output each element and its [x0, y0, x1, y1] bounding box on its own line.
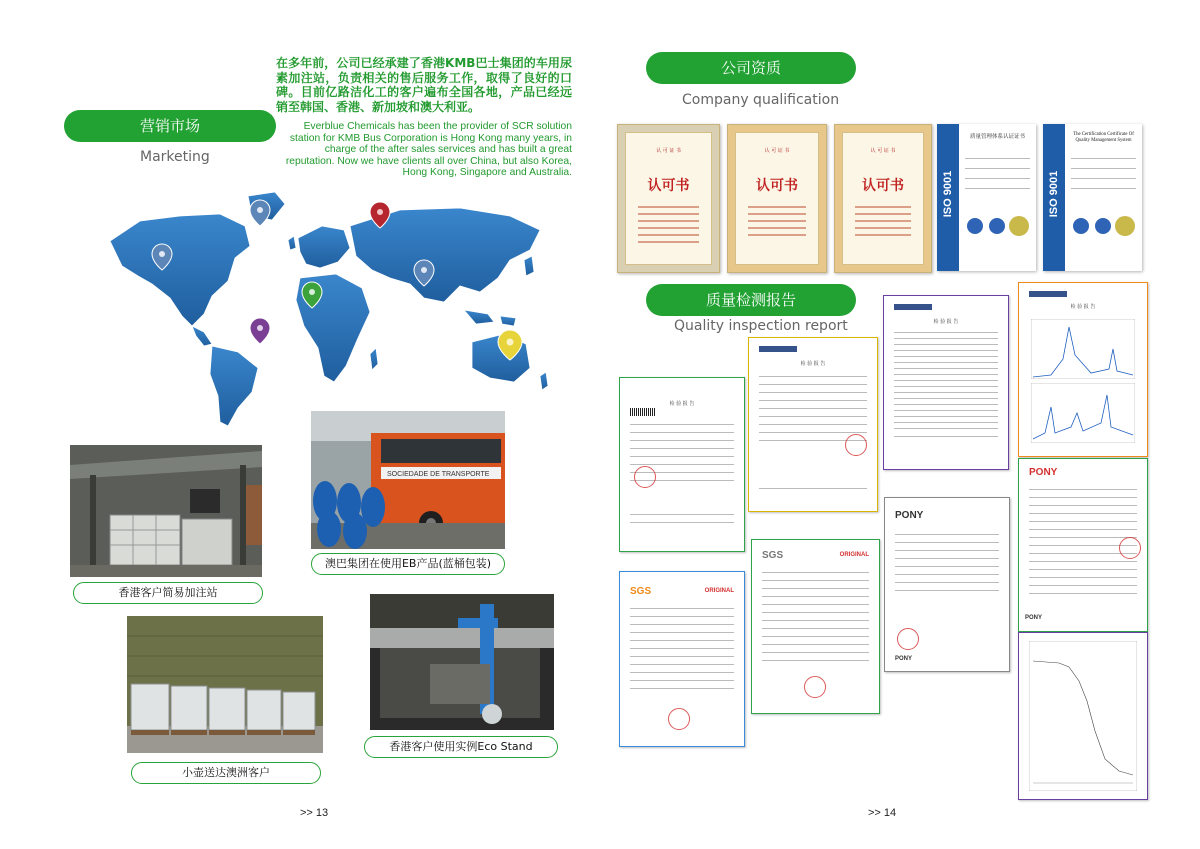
- pin-blue-greenland: [250, 200, 270, 226]
- report-2: [748, 337, 878, 512]
- intro-english: Everblue Chemicals has been the provider of SCR solution station for KMB Bus Corporation is Hong Kong many years, in charge of the after sales services and has built a great reputation. Now we have clients all over China, but also Korea, Hong Kong, Singapore and Australia.: [285, 121, 572, 179]
- qualification-subtitle: Company qualification: [682, 92, 840, 108]
- caption-eco-stand: 香港客户使用实例Eco Stand: [364, 736, 558, 758]
- page-arrow-icon: >>: [868, 807, 881, 819]
- marketing-subtitle: Marketing: [140, 149, 210, 165]
- page-number-left: >> 13: [300, 807, 329, 819]
- report-chromatogram: [1018, 632, 1148, 800]
- sgs-logo-1: SGS: [630, 586, 652, 597]
- certificate-2-title: 认可书: [756, 178, 798, 194]
- inspection-title: 质量检测报告: [646, 284, 856, 316]
- qualification-title: 公司资质: [646, 52, 856, 84]
- intro-chinese: 在多年前，公司已经承建了香港KMB巴士集团的车用尿素加注站，负责相关的售后服务工作，取得了良好的口碑。目前亿路洁化工的客户遍布全国各地，产品已经远销至韩国、香港、新加坡和澳大利亚。: [276, 56, 572, 114]
- certificate-1-title: 认可书: [647, 178, 690, 194]
- photo-bus-blue-barrels: [311, 411, 505, 549]
- iso-cert-title-cn: 质量管理体系认证证书: [969, 134, 1025, 140]
- report-2-heading: 检 验 报 告: [800, 361, 826, 367]
- photo-hk-fueling-station: [70, 445, 262, 577]
- photo-eco-stand: [370, 594, 554, 730]
- photo-containers-australia: [127, 616, 323, 753]
- iso-certificate-en: [1043, 124, 1142, 271]
- report-3: [883, 295, 1009, 470]
- sgs-original-2: ORIGINAL: [839, 552, 869, 558]
- iso-certificate-cn: [937, 124, 1036, 271]
- pin-purple-south-america: [250, 318, 270, 344]
- pony-logo-2: PONY: [1029, 467, 1058, 478]
- pony-footer-logo-1: PONY: [895, 656, 913, 662]
- report-1-heading: 检 验 报 告: [669, 401, 695, 407]
- world-map: [100, 186, 560, 436]
- report-sgs-2: [751, 539, 880, 714]
- certificate-3-title: 认可书: [862, 178, 904, 194]
- certificate-3: 认 可 证 书 认可书: [834, 124, 932, 273]
- caption-bus-blue-barrels: 澳巴集团在使用EB产品(蓝桶包装): [311, 553, 505, 575]
- report-1: [619, 377, 745, 552]
- sgs-logo-2: SGS: [762, 550, 784, 561]
- inspection-subtitle: Quality inspection report: [674, 318, 848, 334]
- bus-banner-text: SOCIEDADE DE TRANSPORTE: [387, 471, 490, 478]
- report-chart-heading: 检 验 报 告: [1070, 304, 1096, 310]
- report-sgs-1: [619, 571, 745, 747]
- marketing-title: 营销市场: [64, 110, 276, 142]
- pony-logo-1: PONY: [895, 510, 924, 521]
- report-3-heading: 检 验 报 告: [933, 319, 959, 325]
- page-number-right: >> 14: [868, 807, 897, 819]
- pony-footer-logo-2: PONY: [1025, 615, 1043, 621]
- iso-cert-title-en: The Certification Certificate Of Quality Management System: [1073, 132, 1134, 143]
- certificate-2: 认 可 证 书 认可书: [727, 124, 827, 273]
- report-spectrum-2: [1031, 383, 1135, 443]
- report-pony-1: [884, 497, 1010, 672]
- report-pony-2: [1018, 458, 1148, 632]
- caption-containers-australia: 小壶送达澳洲客户: [131, 762, 321, 784]
- report-spectrum-1: [1031, 319, 1135, 379]
- caption-hk-fueling-station: 香港客户简易加注站: [73, 582, 263, 604]
- report-chromatogram-plot: [1029, 641, 1137, 791]
- report-chart: [1018, 282, 1148, 457]
- sgs-original-1: ORIGINAL: [704, 588, 734, 594]
- page-arrow-icon: >>: [300, 807, 313, 819]
- iso-9001-label-en: ISO 9001: [1048, 170, 1060, 218]
- iso-9001-label-cn: ISO 9001: [942, 170, 954, 218]
- certificate-1: 认 可 证 书 认可书: [617, 124, 720, 273]
